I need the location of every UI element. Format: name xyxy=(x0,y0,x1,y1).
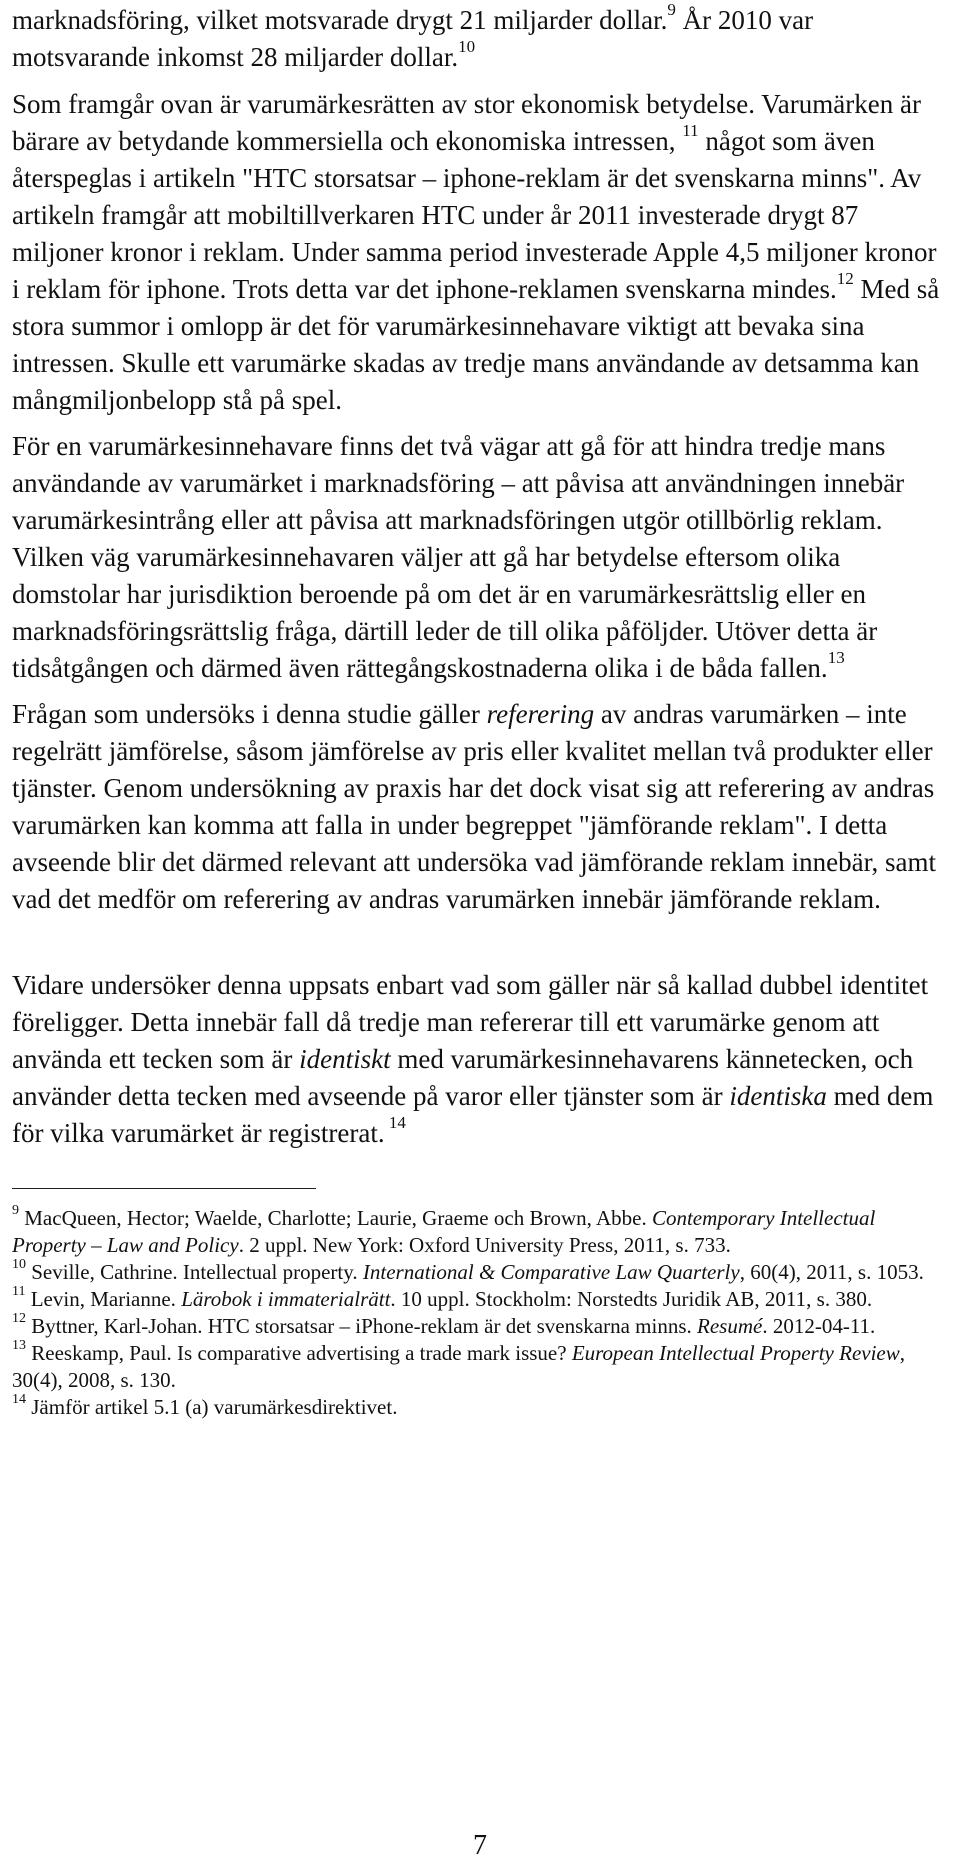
footnote-source-title: International & Comparative Law Quarterly xyxy=(362,1260,740,1284)
footnote-number: 11 xyxy=(12,1284,26,1299)
paragraph-text: Vidare undersöker denna uppsats enbart vad som gäller när så kallad dubbel identitet föreligger. Detta innebär fall då tredje man refererar till ett varumärke genom att använda ett tecken som är xyxy=(12,970,929,1074)
footnote-text: Levin, Marianne. xyxy=(25,1287,182,1311)
footnote-source-title: European Intellectual Property Review xyxy=(571,1341,900,1365)
paragraph-text: med varumärkesinnehavarens kännetecken, och använder detta tecken med avseende på varor eller tjänster som är xyxy=(12,1044,914,1111)
footnote-ref-11[interactable]: 11 xyxy=(682,121,699,140)
footnote-text: , 30(4), 2008, s. 130. xyxy=(12,1341,905,1392)
footnote-separator xyxy=(12,1188,316,1189)
body-paragraph-5 xyxy=(12,967,942,1152)
footnote-14 xyxy=(12,1394,942,1421)
footnote-ref-10[interactable]: 10 xyxy=(458,37,476,56)
paragraph-text: För en varumärkesinnehavare finns det två vägar att gå för att hindra tredje mans användande av varumärket i marknadsföring – att påvisa att användningen innebär varumärkesintrång eller att påvisa att marknadsföringen utgör otillbörlig reklam. Vilken väg varumärkesinnehavaren väljer att gå har betydelse eftersom olika domstolar har jurisdiktion beroende på om det är en varumärkesrättslig eller en marknadsföringsrättslig fråga, därtill leder de till olika påföljder. Utöver detta är tidsåtgången och därmed även rättegångskostnaderna olika i de båda fallen. xyxy=(12,431,905,683)
footnote-10 xyxy=(12,1259,942,1286)
paragraph-text: Som framgår ovan är varumärkesrätten av stor ekonomisk betydelse. Varumärken är bärare av betydande kommersiella och ekonomiska intressen, xyxy=(12,89,921,156)
footnote-ref-12[interactable]: 12 xyxy=(836,269,854,288)
footnote-13 xyxy=(12,1340,942,1394)
paragraph-text: med dem för vilka varumärket är registrerat. xyxy=(12,1081,934,1148)
paragraph-text: av andras varumärken – inte regelrätt jämförelse, såsom jämförelse av pris eller kvalitet mellan två produkter eller tjänster. Genom undersökning av praxis har det dock visat sig att referering av andras varumärken kan komma att falla in under begreppet "jämförande reklam". I detta avseende blir det därmed relevant att undersöka vad jämförande reklam innebär, samt vad det medför om referering av andras varumärken innebär jämförande reklam. xyxy=(12,699,937,914)
footnote-ref-13[interactable]: 13 xyxy=(827,648,845,667)
footnote-text: . 10 uppl. Stockholm: Norstedts Juridik AB, 2011, s. 380. xyxy=(390,1287,873,1311)
footnote-source-title: Contemporary Intellectual Property – Law and Policy xyxy=(12,1206,876,1257)
footnote-text: . 2 uppl. New York: Oxford University Press, 2011, s. 733. xyxy=(238,1233,731,1257)
footnote-source-title: Lärobok i immaterialrätt xyxy=(181,1287,391,1311)
footnote-text: Byttner, Karl-Johan. HTC storsatsar – iPhone-reklam är det svenskarna minns. xyxy=(26,1314,698,1338)
footnote-text: , 60(4), 2011, s. 1053. xyxy=(739,1260,924,1284)
body-paragraph-2 xyxy=(12,86,942,419)
footnote-number: 13 xyxy=(12,1338,26,1353)
footnote-12 xyxy=(12,1313,942,1340)
paragraph-text: Med så stora summor i omlopp är det för varumärkesinnehavare viktigt att bevaka sina intressen. Skulle ett varumärke skadas av tredje mans användande av detsamma kan mångmiljonbelopp stå på spel. xyxy=(12,274,940,415)
footnote-number: 14 xyxy=(12,1392,26,1407)
footnote-number: 10 xyxy=(12,1257,26,1272)
footnote-text: Reeskamp, Paul. Is comparative advertising a trade mark issue? xyxy=(26,1341,572,1365)
emphasis-text: identiska xyxy=(729,1081,827,1111)
footnote-text: MacQueen, Hector; Waelde, Charlotte; Laurie, Graeme och Brown, Abbe. xyxy=(19,1206,652,1230)
footnote-text: . 2012-04-11. xyxy=(762,1314,876,1338)
footnote-number: 9 xyxy=(12,1203,19,1218)
paragraph-text: Frågan som undersöks i denna studie gäller xyxy=(12,699,487,729)
body-paragraph-4 xyxy=(12,696,942,918)
paragraph-text: År 2010 var motsvarande inkomst 28 miljarder dollar. xyxy=(12,5,814,72)
body-paragraph-3 xyxy=(12,428,942,687)
body-paragraph-1 xyxy=(12,2,942,76)
footnote-number: 12 xyxy=(12,1311,26,1326)
emphasis-text: referering xyxy=(486,699,595,729)
footnote-11 xyxy=(12,1286,942,1313)
paragraph-text: något som även återspeglas i artikeln "HTC storsatsar – iphone-reklam är det svenskarna minns". Av artikeln framgår att mobiltillverkaren HTC under år 2011 investerade drygt 87 miljoner kronor i reklam. Under samma period investerade Apple 4,5 miljoner kronor i reklam för iphone. Trots detta var det iphone-reklamen svenskarna mindes. xyxy=(12,126,937,304)
paragraph-text: marknadsföring, vilket motsvarade drygt 21 miljarder dollar. xyxy=(12,5,668,35)
footnote-ref-14[interactable]: 14 xyxy=(384,1113,406,1132)
footnote-9 xyxy=(12,1205,942,1259)
footnote-text: Seville, Cathrine. Intellectual property. xyxy=(26,1260,363,1284)
footnote-source-title: Resumé xyxy=(697,1314,763,1338)
footnote-ref-9[interactable]: 9 xyxy=(667,0,676,19)
page-number: 7 xyxy=(473,1830,487,1861)
footnotes-section xyxy=(12,1205,942,1421)
emphasis-text: identiskt xyxy=(299,1044,391,1074)
footnote-text: Jämför artikel 5.1 (a) varumärkesdirektivet. xyxy=(26,1395,398,1419)
